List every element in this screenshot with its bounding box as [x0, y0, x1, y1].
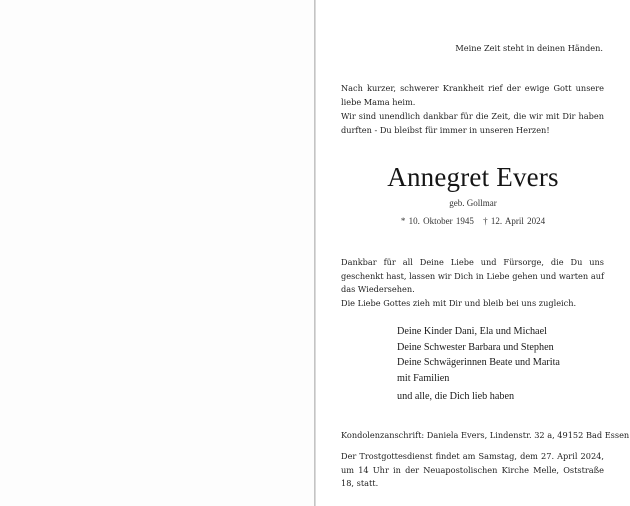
condolence-address: Kondolenzanschrift: Daniela Evers, Lindenstr. 32 a, 49152 Bad Essen: [341, 430, 630, 440]
mourners-children: Deine Kinder Dani, Ela und Michael: [397, 326, 547, 337]
mourners-list: [397, 324, 560, 405]
life-dates: [316, 216, 630, 226]
birth-date: * 10. Oktober 1945: [400, 216, 474, 226]
left-page: [0, 0, 314, 506]
maiden-name: geb. Gollmar: [449, 198, 497, 208]
blessing-text: Die Liebe Gottes zieh mit Dir und bleib bei uns zugleich.: [341, 298, 577, 308]
mourners-closing: und alle, die Dich lieb haben: [397, 391, 515, 402]
gratitude-text: Wir sind unendlich dankbar für die Zeit, die wir mit Dir haben durften - Du bleibst für immer in unseren Herzen!: [341, 111, 604, 135]
thanks-text: Dankbar für all Deine Liebe und Fürsorge, die Du uns geschenkt hast, lassen wir Dich in Liebe gehen und warten auf das Wiedersehen.: [341, 257, 604, 294]
motto-verse: Meine Zeit steht in deinen Händen.: [455, 43, 603, 53]
mourners-families: mit Familien: [397, 372, 450, 384]
obituary-card: [316, 0, 630, 506]
mourners-sister: Deine Schwester Barbara und Stephen: [397, 341, 554, 353]
deceased-name: Annegret Evers: [387, 162, 559, 192]
mourners-sisters-in-law: Deine Schwägerinnen Beate und Marita: [397, 357, 560, 368]
service-info: Der Trostgottesdienst findet am Samstag, dem 27. April 2024, um 14 Uhr in der Neuapostolischen Kirche Melle, Oststraße 18, statt.: [341, 451, 604, 488]
death-date: † 12. April 2024: [483, 216, 546, 226]
intro-text: Nach kurzer, schwerer Krankheit rief der ewige Gott unsere liebe Mama heim.: [341, 83, 604, 107]
